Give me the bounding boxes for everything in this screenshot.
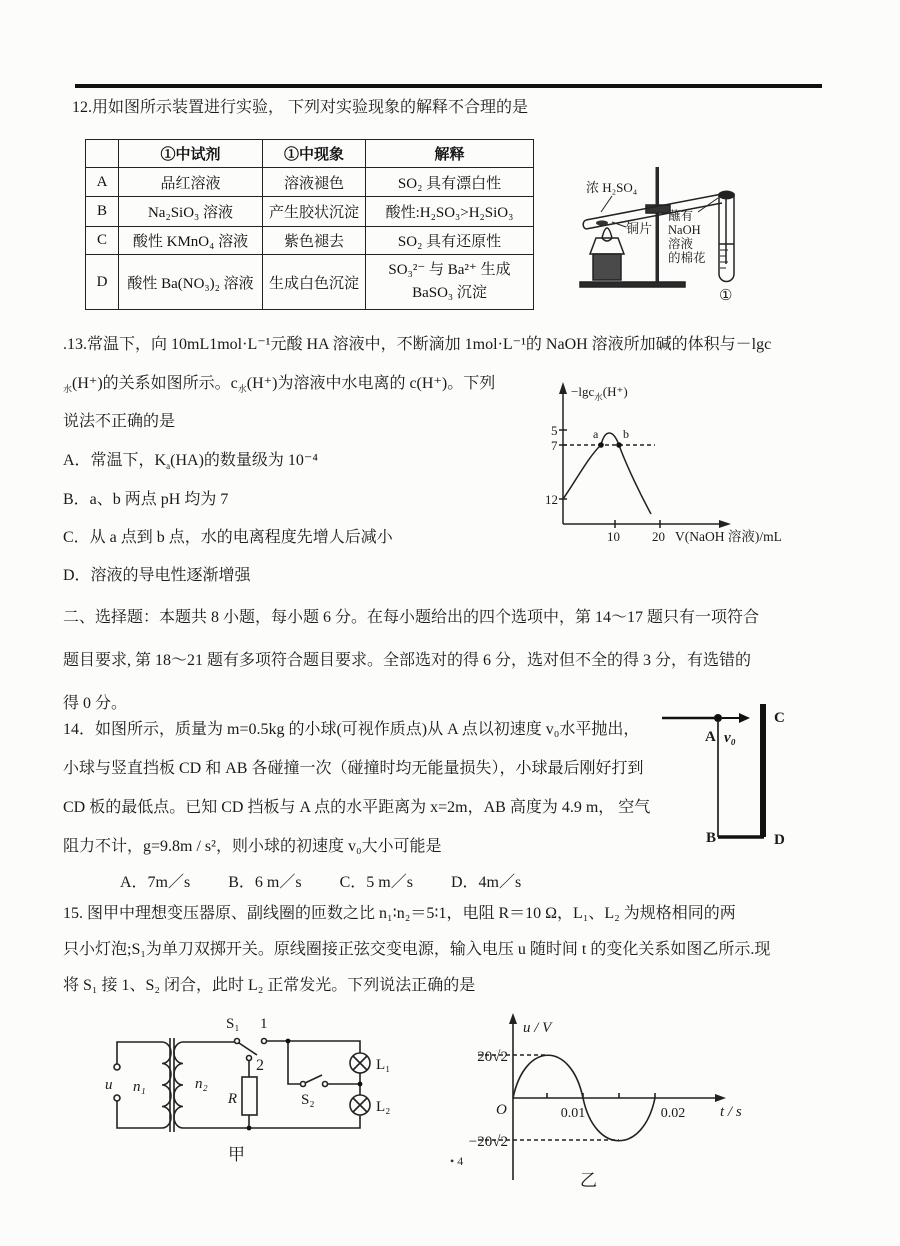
label-cotton-4: 的棉花 xyxy=(668,251,706,265)
q13-opta-post: (HA)的数量级为 10⁻⁴ xyxy=(170,452,318,469)
label-r: R xyxy=(227,1091,237,1107)
ylabel-post: (H⁺) xyxy=(602,384,628,399)
q13-line2 xyxy=(63,373,495,400)
wave-xlabel: t / s xyxy=(720,1104,742,1120)
label-cotton-2: NaOH xyxy=(668,223,701,237)
label-contact-1: 1 xyxy=(260,1016,268,1032)
label-u: u xyxy=(105,1077,113,1093)
section2-line2: 题目要求, 第 18～21 题有多项符合题目要求。全部选对的得 6 分，选对但不全的得 3 分，有选错的 xyxy=(63,652,752,669)
q14-line2: 小球与竖直挡板 CD 和 AB 各碰撞一次（碰撞时均无能量损失），小球最后刚好打到 xyxy=(63,760,644,777)
label-c: C xyxy=(774,710,785,726)
ytick-5: 5 xyxy=(551,423,558,438)
q14-diagram xyxy=(660,694,850,860)
label-s2: S₂ xyxy=(301,1092,315,1108)
tick-001: 0.01 xyxy=(560,1106,586,1121)
point-a-label: a xyxy=(593,427,599,441)
label-n1: n₁ xyxy=(133,1079,146,1095)
label-contact-2: 2 xyxy=(256,1057,264,1074)
liquid-hatch xyxy=(720,250,728,268)
table-row xyxy=(86,197,534,227)
q14-options xyxy=(120,872,555,894)
q13-line1: .13.常温下，向 10mL1mol·L⁻¹元酸 HA 溶液中，不断滴加 1mol·L⁻¹的 NaOH 溶液所加碱的体积与－lgc xyxy=(63,336,772,353)
wave-caption: 乙 xyxy=(580,1171,597,1190)
q12-stem: 12.用如图所示装置进行实验， 下列对实验现象的解释不合理的是 xyxy=(72,99,529,116)
cell-b-explanation: 酸性:H₂SO₃>H₂SiO₃ xyxy=(366,197,534,227)
section2-line1: 二、选择题：本题共 8 小题，每小题 6 分。在每小题给出的四个选项中，第 14～17 题只有一项符合 xyxy=(63,609,760,626)
label-d: D xyxy=(774,832,785,848)
q13-graph xyxy=(545,374,875,560)
ylabel-sub: 水 xyxy=(594,392,603,402)
q15-circuit-figure xyxy=(95,1008,440,1166)
stand-base xyxy=(580,282,685,287)
s1-contact-2 xyxy=(247,1056,252,1061)
q13-option-a xyxy=(63,450,318,477)
cell-a-phenomenon: 溶液褪色 xyxy=(263,168,366,197)
leader-h2so4 xyxy=(601,196,612,212)
s1-blade xyxy=(239,1043,257,1055)
label-l2: L₂ xyxy=(376,1099,391,1115)
copper-piece xyxy=(596,220,608,225)
ytick-12: 12 xyxy=(545,492,558,507)
cell-a-explanation: SO₂ 具有漂白性 xyxy=(366,168,534,197)
x-arrowhead xyxy=(719,520,731,528)
cell-c-key: C xyxy=(86,227,119,255)
q14-option-c: C．5 m／s xyxy=(339,874,413,891)
wire-s2-branch xyxy=(288,1041,300,1084)
table-row xyxy=(86,255,534,310)
label-h2so4: 浓 H₂SO₄ xyxy=(586,180,638,195)
cell-c-explanation: SO₂ 具有还原性 xyxy=(366,227,534,255)
cell-c-phenomenon: 紫色褪去 xyxy=(263,227,366,255)
q13-line2-part1: (H⁺)的关系如图所示。c xyxy=(72,375,238,392)
ytick-7: 7 xyxy=(551,438,558,453)
q14-option-d: D．4m／s xyxy=(450,874,522,891)
table-row xyxy=(86,168,534,197)
xtick-10: 10 xyxy=(607,529,620,544)
wire-top-right xyxy=(267,1041,360,1053)
point-a xyxy=(598,442,604,448)
s1-contact-1 xyxy=(262,1039,267,1044)
secondary-coil xyxy=(174,1042,183,1128)
q13-line2-part2: (H⁺)为溶液中水电离的 c(H⁺)。下列 xyxy=(246,375,496,392)
q13-line3: 说法不正确的是 xyxy=(63,413,176,430)
flame-icon xyxy=(602,228,612,241)
label-v0: v₀ xyxy=(724,730,736,746)
cell-d-reagent: 酸性 Ba(NO₃)₂ 溶液 xyxy=(119,255,263,310)
q15-line1: 15. 图甲中理想变压器原、副线圈的匝数之比 n₁∶n₂＝5∶1，电阻 R＝10 Ω，L₁、L₂ 为规格相同的两 xyxy=(63,905,736,922)
cell-d-key: D xyxy=(86,255,119,310)
cell-c-reagent: 酸性 KMnO₄ 溶液 xyxy=(119,227,263,255)
s1-hinge xyxy=(235,1039,240,1044)
graph-xlabel: V(NaOH 溶液)/mL xyxy=(675,529,782,544)
cell-b-reagent: Na₂SiO₃ 溶液 xyxy=(119,197,263,227)
origin-label: O xyxy=(496,1102,507,1118)
label-copper: 铜片 xyxy=(626,221,653,236)
label-a: A xyxy=(705,729,716,745)
y-arrowhead xyxy=(559,382,567,394)
cell-b-key: B xyxy=(86,197,119,227)
page-number: • 4 xyxy=(450,1154,464,1168)
cell-d-explanation: SO₃²⁻ 与 Ba²⁺ 生成 BaSO₃ 沉淀 xyxy=(366,255,534,310)
wave-ylabel: u / V xyxy=(523,1020,552,1036)
header-reagent: ①中试剂 xyxy=(119,140,263,168)
cell-b-phenomenon: 产生胶状沉淀 xyxy=(263,197,366,227)
lamp-l2-cross xyxy=(353,1098,367,1112)
q13-option-c: C．从 a 点到 b 点，水的电离程度先增人后减小 xyxy=(63,529,393,546)
xtick-20: 20 xyxy=(652,529,665,544)
label-cotton-1: 蘸有 xyxy=(668,209,694,223)
q13-opta-pre: A．常温下，K xyxy=(63,452,167,469)
source-terminal-top xyxy=(114,1064,120,1070)
cell-a-key: A xyxy=(86,168,119,197)
lamp-body xyxy=(593,254,621,280)
cell-d-phenomenon: 生成白色沉淀 xyxy=(263,255,366,310)
ball xyxy=(714,714,722,722)
page-top-rule xyxy=(75,84,822,88)
q14-line1: 14．如图所示，质量为 m=0.5kg 的小球(可视作质点)从 A 点以初速度 v₀水平抛出， xyxy=(63,721,640,738)
label-n2: n₂ xyxy=(195,1076,208,1092)
header-blank xyxy=(86,140,119,168)
q12-apparatus-figure xyxy=(540,132,870,322)
circuit-caption: 甲 xyxy=(228,1145,245,1164)
header-phenomenon: ①中现象 xyxy=(263,140,366,168)
junction-r-bottom xyxy=(247,1126,252,1131)
label-s1: S₁ xyxy=(226,1016,240,1032)
s2-contact xyxy=(323,1082,328,1087)
resistor xyxy=(242,1077,257,1115)
peak-label: 20√2 xyxy=(477,1049,508,1065)
trough-label: −20√2 xyxy=(468,1134,508,1150)
graph-ylabel xyxy=(571,384,628,402)
source-terminal-bottom xyxy=(114,1095,120,1101)
label-cotton-3: 溶液 xyxy=(668,237,694,251)
lamp-l1-cross xyxy=(353,1056,367,1070)
point-b-label: b xyxy=(623,427,629,441)
tick-002: 0.02 xyxy=(660,1106,686,1121)
junction-lamps xyxy=(358,1082,363,1087)
wire-bottom xyxy=(183,1115,360,1128)
header-explanation: 解释 xyxy=(366,140,534,168)
q15-line2: 只小灯泡;S₁为单刀双掷开关。原线圈接正弦交变电源，输入电压 u 随时间 t 的变化关系如图乙所示.现 xyxy=(63,941,771,958)
table-header-row xyxy=(86,140,534,168)
q14-option-a: A．7m／s xyxy=(120,874,191,891)
v0-arrowhead xyxy=(739,713,750,723)
point-b xyxy=(616,442,622,448)
label-l1: L₁ xyxy=(376,1057,391,1073)
label-tube-number: ① xyxy=(719,288,733,304)
q15-line3: 将 S₁ 接 1、S₂ 闭合，此时 L₂ 正常发光。下列说法正确的是 xyxy=(63,977,476,994)
wave-y-arrowhead xyxy=(509,1013,517,1024)
q12-table xyxy=(85,139,534,310)
q13-opta-sub: a xyxy=(166,461,171,471)
label-b: B xyxy=(706,830,717,846)
q15-waveform-figure xyxy=(428,1002,793,1192)
section2-line3: 得 0 分。 xyxy=(63,695,128,712)
q14-option-b: B．6 m／s xyxy=(228,874,302,891)
wave-x-arrowhead xyxy=(715,1094,726,1102)
ylabel-pre: −lgc xyxy=(571,384,595,399)
stand-rod xyxy=(656,167,660,282)
s2-blade xyxy=(305,1075,322,1083)
q13-line2-sub1: 水 xyxy=(63,384,73,394)
cell-a-reagent: 品红溶液 xyxy=(119,168,263,197)
q13-option-d: D．溶液的导电性逐渐增强 xyxy=(63,567,251,584)
q14-line3: CD 板的最低点。已知 CD 挡板与 A 点的水平距离为 x=2m，AB 高度为 4.9 m， 空气 xyxy=(63,799,651,816)
junction-top xyxy=(286,1039,291,1044)
table-row xyxy=(86,227,534,255)
q13-option-b: B．a、b 两点 pH 均为 7 xyxy=(63,491,229,508)
q14-line4: 阻力不计，g=9.8m / s²，则小球的初速度 v₀大小可能是 xyxy=(63,838,442,855)
q13-line2-sub2: 水 xyxy=(237,384,247,394)
